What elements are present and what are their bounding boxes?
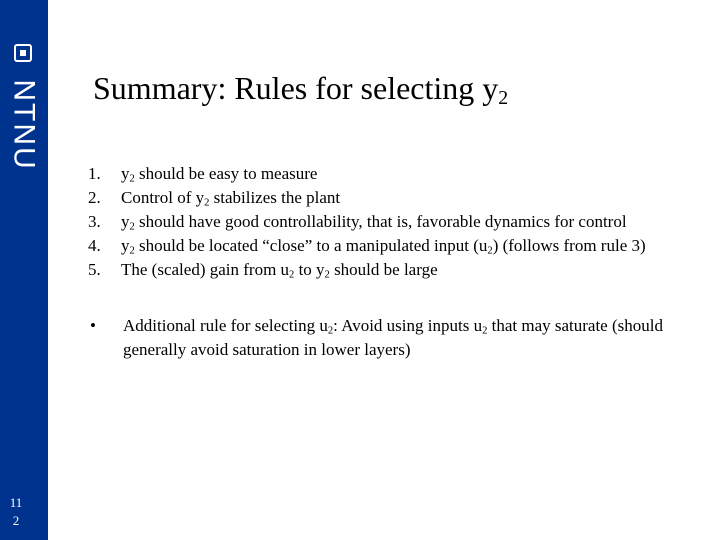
subscript: 2 [129, 173, 135, 185]
subscript: 2 [204, 197, 210, 209]
ntnu-logo [2, 72, 46, 172]
bullet-item-text: Additional rule for selecting $u_2$: Avoid using inputs $u_2$ that may saturate (should generally avoid saturation in lower layers) [123, 316, 663, 359]
ntnu-logo-icon [14, 44, 32, 62]
list-item-number: 4. [88, 236, 101, 255]
subscript: 2 [129, 221, 135, 233]
subscript: 2 [487, 245, 493, 257]
subscript: 2 [129, 245, 135, 257]
bullet-marker: • [90, 316, 96, 335]
list-item [88, 234, 698, 258]
page-number [0, 494, 32, 530]
slide-title-subscript: 2 [498, 86, 509, 109]
ntnu-logo-text: NTNU [8, 79, 42, 171]
subscript: 2 [327, 325, 334, 337]
list-item [88, 210, 698, 234]
list-item-number: 5. [88, 260, 101, 279]
list-item [88, 162, 698, 186]
list-item-number: 2. [88, 188, 101, 207]
list-item-text: $y_2$ should have good controllability, that is, favorable dynamics for control [121, 212, 627, 233]
list-item [88, 258, 698, 282]
slide-title-main: Summary: Rules for selecting y [93, 70, 499, 106]
bullet-item [88, 314, 698, 362]
list-item-text: Control of $y_2$ stabilizes the plant [121, 188, 341, 209]
page-number-line2: 2 [12, 513, 20, 528]
page-number-line1: 11 [9, 495, 23, 510]
subscript: 2 [324, 269, 330, 281]
list-item-number: 3. [88, 212, 101, 231]
list-item-text: $y_2$ should be located “close” to a manipulated input $(u_2)$ (follows from rule 3) [121, 236, 646, 257]
list-item-text: $y_2$ should be easy to measure [121, 164, 318, 185]
list-item [88, 186, 698, 210]
subscript: 2 [482, 325, 488, 337]
slide-title [93, 70, 508, 107]
list-item-text: The (scaled) gain from $u_2$ to $y_2$ should be large [121, 260, 438, 281]
subscript: 2 [289, 269, 295, 281]
sidebar [0, 0, 48, 540]
list-item-number: 1. [88, 164, 101, 183]
slide-body [88, 162, 698, 362]
